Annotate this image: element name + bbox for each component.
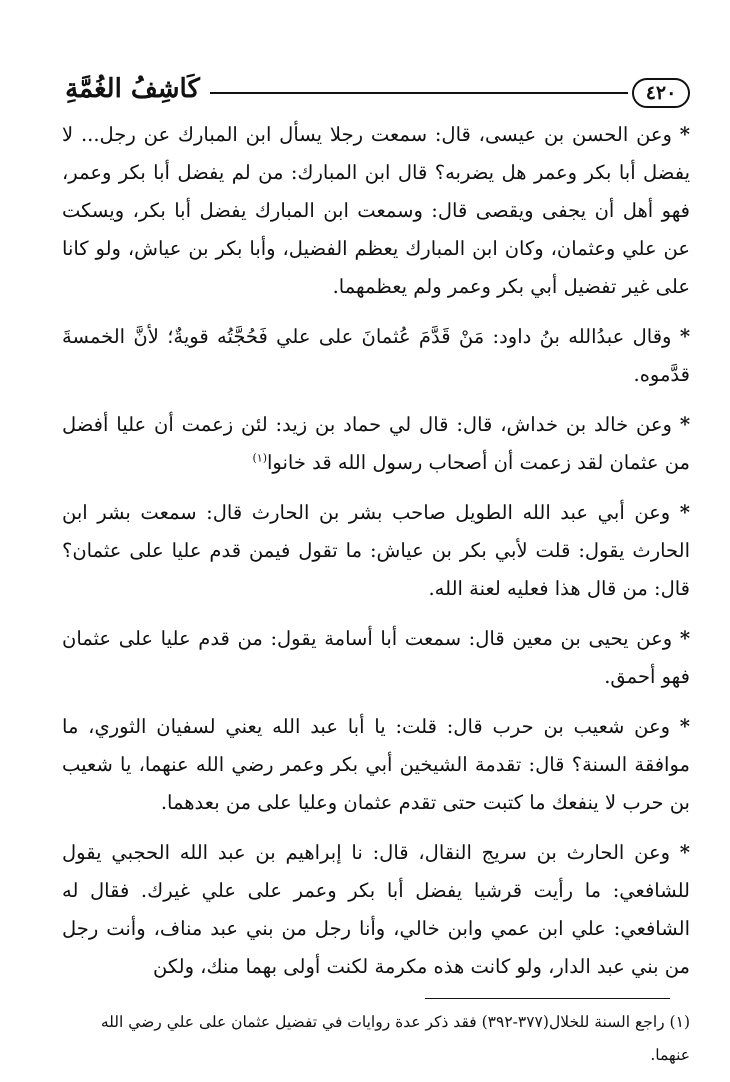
paragraph <box>62 620 690 696</box>
footnote-marker[interactable]: (١) <box>252 451 268 465</box>
book-title: كَاشِفُ الغُمَّةِ <box>65 74 200 104</box>
paragraph-text: وعن يحيى بن معين قال: سمعت أبا أسامة يقول: من قدم عليا على عثمان فهو أحمق. <box>62 627 690 688</box>
bullet-star: * <box>679 123 690 146</box>
header-rule <box>210 92 628 94</box>
bullet-star: * <box>679 325 691 348</box>
paragraph <box>62 494 690 608</box>
paragraph <box>62 834 690 986</box>
paragraph-text: وعن شعيب بن حرب قال: قلت: يا أبا عبد الله يعني لسفيان الثوري، ما موافقة السنة؟ قال: تقدمة الشيخين أبي بكر وعمر رضي الله عنهما، يا شعيب بن حرب لا ينفعك ما كتبت حتى تقدم عثمان وعليا على من بعدهما. <box>62 715 690 814</box>
paragraph-text: وعن أبي عبد الله الطويل صاحب بشر بن الحارث قال: سمعت بشر ابن الحارث يقول: قلت لأبي بكر بن عياش: ما تقول فيمن قدم عليا على عثمان؟ قال: من قال هذا فعليه لعنة الله. <box>62 501 690 600</box>
page-number: ٤٢٠ <box>632 78 690 108</box>
paragraph <box>62 708 690 822</box>
paragraph <box>62 318 690 394</box>
paragraph-text: وقال عبدُالله بنُ داود: مَنْ قَدَّمَ عُثمانَ على علي فَحُجَّتُه قويةٌ؛ لأنَّ الخمسةَ قدَّموه. <box>62 325 690 386</box>
main-text <box>62 116 690 998</box>
paragraph-text: وعن خالد بن خداش، قال: قال لي حماد بن زيد: لئن زعمت أن عليا أفضل من عثمان لقد زعمت أن أصحاب رسول الله قد خانوا <box>62 413 690 474</box>
paragraph <box>62 116 690 306</box>
bullet-star: * <box>679 501 690 524</box>
paragraph <box>62 406 690 482</box>
bullet-star: * <box>679 413 691 436</box>
page-header <box>60 72 690 116</box>
paragraph-text: وعن الحسن بن عيسى، قال: سمعت رجلا يسأل ابن المبارك عن رجل... لا يفضل أبا بكر وعمر هل يضربه؟ قال ابن المبارك: من لم يفضل أبا بكر وعمر، فهو أهل أن يجفى ويقصى قال: وسمعت ابن المبارك يفضل أبا بكر، ويسكت عن علي وعثمان، وكان ابن المبارك يعظم الفضيل، وأبا بكر بن عياش، ولو كانا على غير تفضيل أبي بكر وعمر ولم يعظمهما. <box>62 123 690 298</box>
footnote-divider <box>425 998 670 999</box>
bullet-star: * <box>679 841 690 864</box>
paragraph-text: وعن الحارث بن سريج النقال، قال: نا إبراهيم بن عبد الله الحجبي يقول للشافعي: ما رأيت قرشيا يفضل أبا بكر وعمر على علي غيرك. فقال له الشافعي: علي ابن عمي وابن خالي، وأنا رجل من بني عبد مناف، وأنت رجل من بني عبد الدار، ولو كانت هذه مكرمة لكنت أولى بهما منك، ولكن <box>62 841 690 978</box>
footnote: (١) راجع السنة للخلال(٣٧٧-٣٩٢) فقد ذكر عدة روايات في تفضيل عثمان على علي رضي الله عنهما. <box>100 1013 690 1064</box>
bullet-star: * <box>679 627 691 650</box>
bullet-star: * <box>679 715 690 738</box>
